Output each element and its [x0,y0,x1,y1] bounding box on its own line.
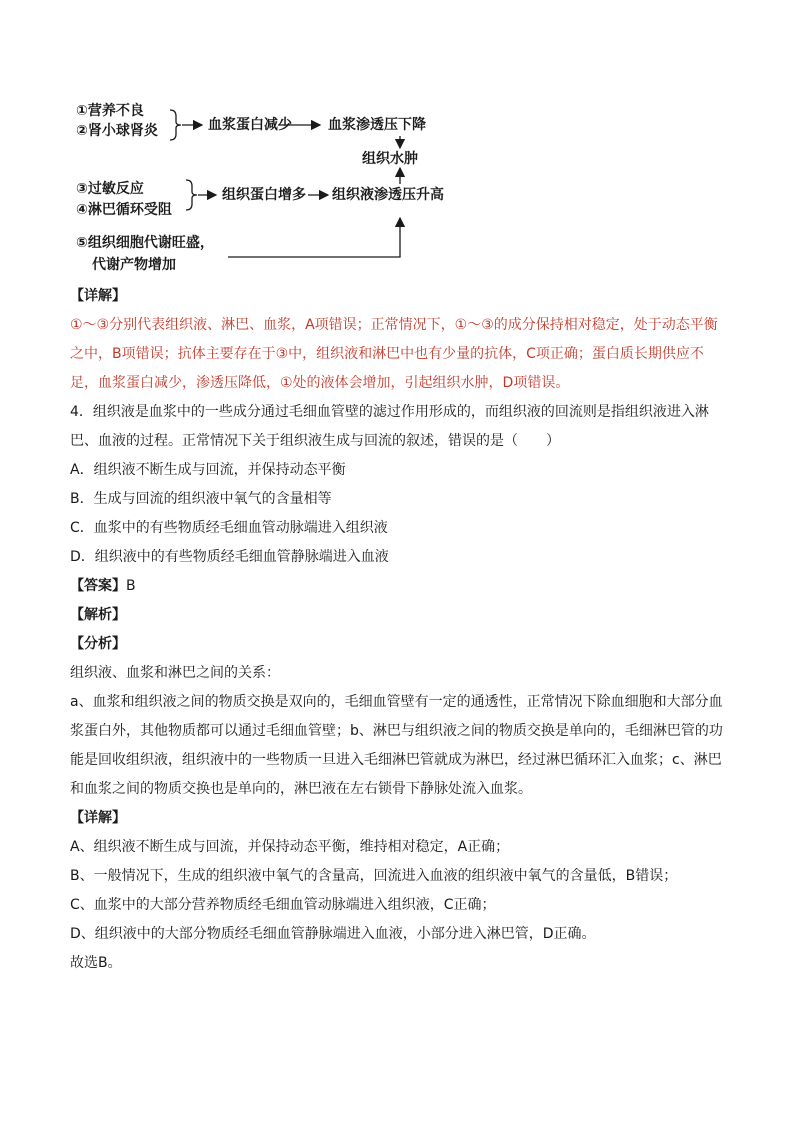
q4-stem: 4．组织液是血浆中的一些成分通过毛细血管壁的滤过作用形成的，而组织液的回流则是指组织液进入淋巴、血液的过程。正常情况下关于组织液生成与回流的叙述，错误的是（ ） [70,404,709,449]
q4-fenxi-heading: 【分析】 [70,636,126,652]
q4-detail-heading: 【详解】 [70,810,126,826]
q4-option-b: B．生成与回流的组织液中氧气的含量相等 [70,491,332,507]
q4-option-d: D．组织液中的有些物质经毛细血管静脉端进入血液 [70,549,389,565]
q4-detail-d: D、组织液中的大部分物质经毛细血管静脉端进入血液，小部分进入淋巴管，D正确。 [70,926,596,942]
q3-detail-text: ①～③分别代表组织液、淋巴、血浆，A项错误；正常情况下，①～③的成分保持相对稳定，处于动态平衡之中，B项错误；抗体主要存在于③中，组织液和淋巴中也有少量的抗体，C项正确；蛋白质长期供应不足，血浆蛋白减少，渗透压降低，①处的液体会增加，引起组织水肿，D项错误。 [70,317,718,391]
q4-detail-b: B、一般情况下，生成的组织液中氧气的含量高，回流进入血液的组织液中氧气的含量低，B错误； [70,868,678,884]
cause-metabolism-line2: 代谢产物增加 [92,257,176,273]
q4-option-c: C．血浆中的有些物质经毛细血管动脉端进入组织液 [70,520,388,536]
q4-detail-c: C、血浆中的大部分营养物质经毛细血管动脉端进入组织液，C正确； [70,897,496,913]
tissue-fluid-osmotic-increase: 组织液渗透压升高 [332,187,444,203]
q4-answer: B [126,578,136,594]
tissue-edema: 组织水肿 [362,151,418,167]
plasma-osmotic-decrease: 血浆渗透压下降 [328,117,426,133]
edema-causes-diagram [70,96,490,286]
q3-detail-heading: 【详解】 [70,288,126,304]
cause-malnutrition: ①营养不良 [76,103,144,119]
q4-conclusion: 故选B。 [70,955,122,971]
q4-relation-text: a、血浆和组织液之间的物质交换是双向的，毛细血管壁有一定的通透性，正常情况下除血细胞和大部分血浆蛋白外，其他物质都可以通过毛细血管壁；b、淋巴与组织液之间的物质交换是单向的，毛细淋巴管的功能是回收组织液，组织液中的一些物质一旦进入毛细淋巴管就成为淋巴，经过淋巴循环汇入血浆；c、淋巴和血浆之间的物质交换也是单向的，淋巴液在左右锁骨下静脉处流入血浆。 [70,694,723,797]
cause-lymph-blocked: ④淋巴循环受阻 [76,202,172,218]
q4-answer-line [70,572,725,601]
q4-analysis-heading: 【解析】 [70,607,126,623]
cause-metabolism-line1: ⑤组织细胞代谢旺盛， [76,235,214,251]
q4-relation-title: 组织液、血浆和淋巴之间的关系： [70,665,280,681]
q4-answer-heading: 【答案】 [70,578,126,594]
document-body [70,282,725,978]
tissue-protein-increase: 组织蛋白增多 [222,187,306,203]
q4-detail-a: A、组织液不断生成与回流，并保持动态平衡，维持相对稳定，A正确； [70,839,510,855]
plasma-protein-decrease: 血浆蛋白减少 [208,117,292,133]
cause-glomerulonephritis: ②肾小球肾炎 [76,123,158,139]
q4-option-a: A．组织液不断生成与回流，并保持动态平衡 [70,462,346,478]
cause-allergy: ③过敏反应 [76,181,144,197]
